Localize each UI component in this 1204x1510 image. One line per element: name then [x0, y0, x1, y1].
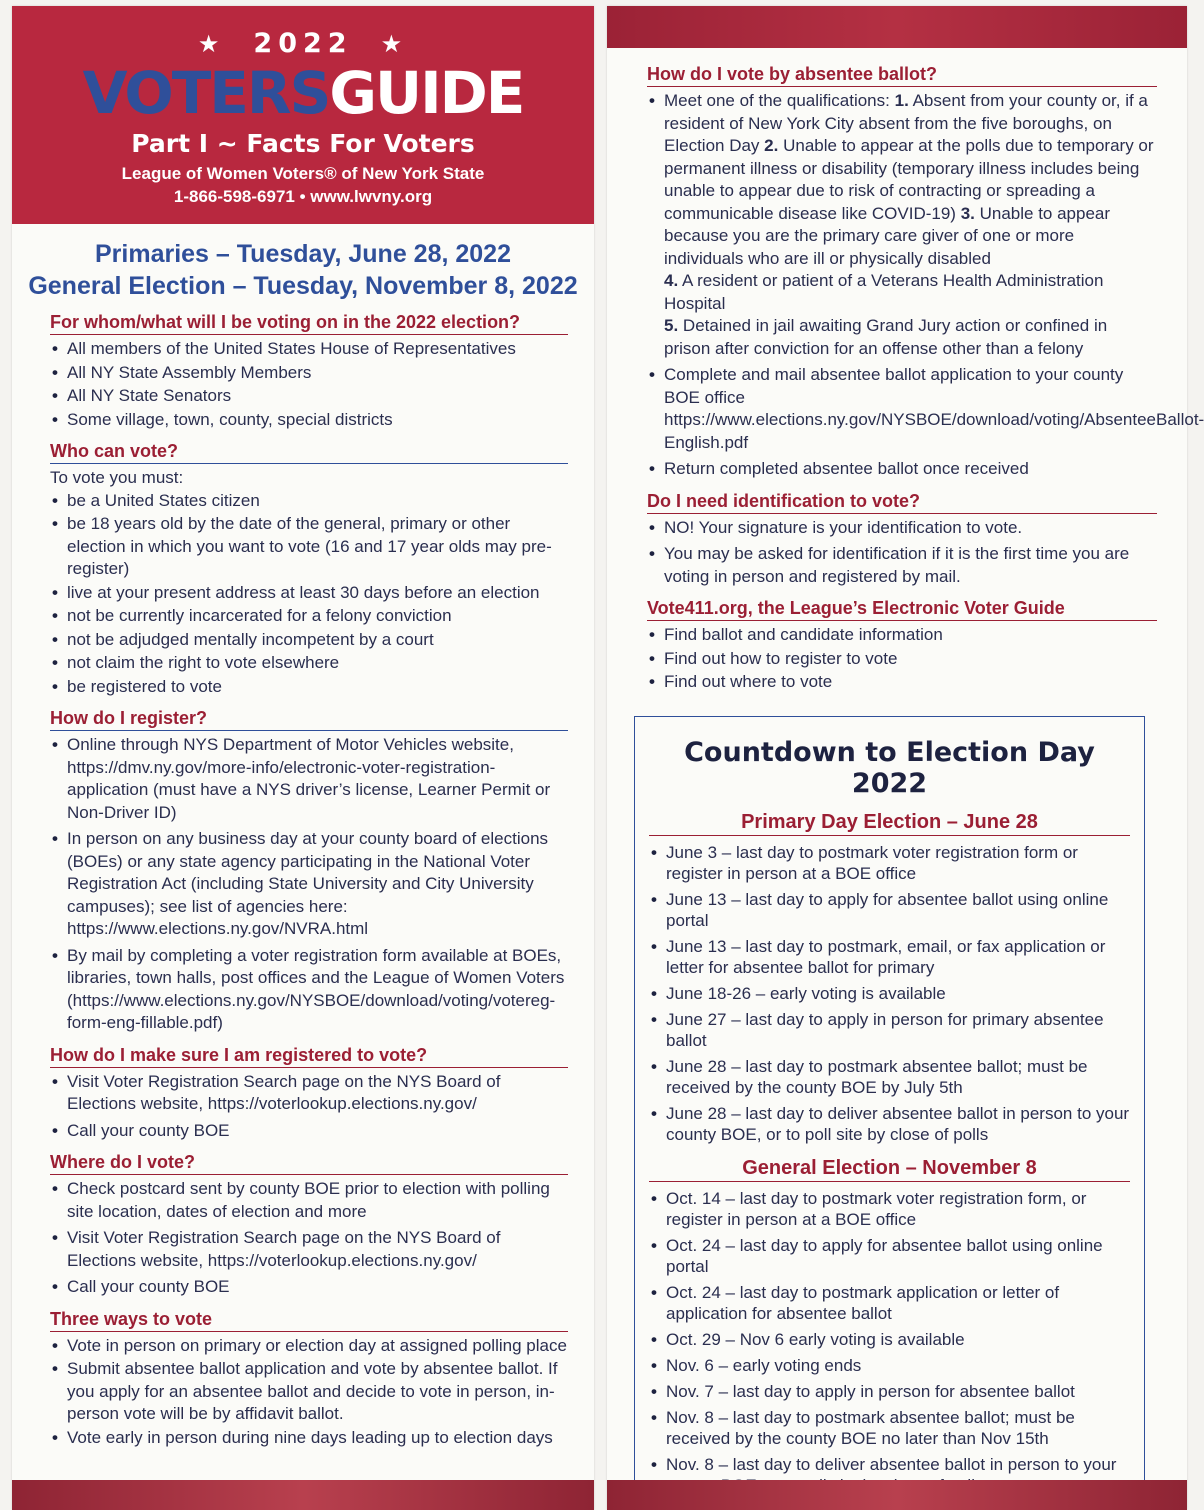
list-item: • June 3 – last day to postmark voter registration form or register in person at a BOE office	[649, 842, 1130, 884]
list-item: • Oct. 24 – last day to apply for absentee ballot using online portal	[649, 1235, 1130, 1277]
guide-front-panel	[12, 6, 594, 1510]
list-item: • June 28 – last day to deliver absentee ballot in person to your county BOE, or to poll site by close of polls	[649, 1103, 1130, 1145]
qualifications-lead: Meet one of the qualifications:	[664, 91, 890, 110]
list-item: • Visit Voter Registration Search page on the NYS Board of Elections website, https://voterlookup.elections.ny.gov/	[50, 1227, 568, 1272]
list-item: • Check postcard sent by county BOE prior to election with polling site location, dates of election and more	[50, 1178, 568, 1223]
header-banner	[12, 6, 594, 224]
list-item: • Oct. 14 – last day to postmark voter registration form, or register in person at a BOE office	[649, 1188, 1130, 1230]
qualification-text: Detained in jail awaiting Grand Jury action or confined in prison after conviction for an offense other than a felony	[664, 316, 1108, 358]
general-election-date: General Election – Tuesday, November 8, 2022	[28, 272, 578, 300]
list-item: • June 13 – last day to postmark, email, or fax application or letter for absentee ballot for primary	[649, 936, 1130, 978]
year: 2022	[253, 28, 353, 59]
qualification-number: 4.	[664, 271, 679, 290]
list-item: • be 18 years old by the date of the general, primary or other election in which you want to vote (16 and 17 year olds may pre-register)	[50, 513, 568, 581]
title-guide: GUIDE	[329, 59, 524, 127]
star-icon: ★	[197, 30, 226, 58]
list-item: • Oct. 29 – Nov 6 early voting is available	[649, 1329, 1130, 1350]
who-can-vote-intro: To vote you must:	[50, 468, 184, 487]
section-heading-whom: For whom/what will I be voting on in the 2022 election?	[50, 312, 568, 335]
section-heading-registered: How do I make sure I am registered to vote?	[50, 1045, 568, 1068]
qualification-text: Unable to appear at the polls due to temporary or permanent illness or disability (temporary illness includes being unable to appear due to risk of contracting or spreading a communicable disease like COVID-19)	[664, 136, 1154, 223]
primary-day-heading: Primary Day Election – June 28	[649, 811, 1130, 836]
list-item: • All NY State Assembly Members	[50, 362, 568, 385]
primaries-date: Primaries – Tuesday, June 28, 2022	[95, 240, 511, 268]
year-line	[12, 6, 594, 59]
list-item: • By mail by completing a voter registration form available at BOEs, libraries, town halls, post offices and the League of Women Voters (https://www.elections.ny.gov/NYSBOE/download/voting/votereg-form-eng-fillable.pdf)	[50, 945, 568, 1035]
footer-band	[12, 1480, 594, 1510]
three-ways-list	[50, 1335, 568, 1450]
qualification-number: 3.	[960, 203, 975, 223]
list-item: • In person on any business day at your county board of elections (BOEs) or any state agency participating in the National Voter Registration Act (including State University and City University campuses); see list of agencies here: https://www.elections.ny.gov/NVRA.html	[50, 828, 568, 941]
star-icon: ★	[380, 30, 409, 58]
section-heading-who-can-vote: Who can vote?	[50, 441, 568, 464]
list-item: • not be adjudged mentally incompetent by a court	[50, 629, 568, 652]
subtitle: Part I ~ Facts For Voters	[131, 129, 475, 158]
where-list	[50, 1178, 568, 1299]
list-item: • live at your present address at least 30 days before an election	[50, 582, 568, 605]
list-item: • June 18-26 – early voting is available	[649, 983, 1130, 1004]
top-band	[607, 6, 1187, 48]
whom-list	[50, 338, 568, 431]
qualification-text: Absent from your county or, if a resident of New York City absent from the five boroughs, on Election Day	[664, 91, 1148, 155]
list-item: • Find out how to register to vote	[647, 648, 1157, 671]
countdown-title: Countdown to Election Day 2022	[684, 736, 1095, 799]
list-item: • June 27 – last day to apply in person for primary absentee ballot	[649, 1009, 1130, 1051]
vote411-list	[647, 624, 1157, 694]
general-election-heading: General Election – November 8	[649, 1157, 1130, 1182]
list-item: • Submit absentee ballot application and vote by absentee ballot. If you apply for an absentee ballot and decide to vote in person, in-person vote will be by affidavit ballot.	[50, 1358, 568, 1426]
guide-title	[12, 59, 594, 127]
countdown-box	[634, 716, 1145, 1510]
list-item: • Find out where to vote	[647, 671, 1157, 694]
section-heading-identification: Do I need identification to vote?	[647, 491, 1157, 514]
identification-list	[647, 517, 1157, 589]
list-item: • Some village, town, county, special districts	[50, 409, 568, 432]
list-item: • Return completed absentee ballot once received	[647, 458, 1157, 481]
primary-deadlines-list	[649, 842, 1130, 1145]
guide-back-panel	[607, 6, 1204, 1510]
list-item: • All members of the United States House of Representatives	[50, 338, 568, 361]
qualifications-item	[647, 90, 1157, 360]
general-deadlines-list	[649, 1188, 1130, 1496]
qualification-text: Unable to appear because you are the primary care giver of one or more individuals who are ill or physically disabled	[664, 203, 1111, 268]
list-item: • be a United States citizen	[50, 490, 568, 513]
list-item: • NO! Your signature is your identification to vote.	[647, 517, 1157, 540]
election-dates	[12, 238, 594, 302]
qualification-number: 1.	[894, 91, 909, 110]
list-item: • All NY State Senators	[50, 385, 568, 408]
who-can-vote-list	[50, 490, 568, 699]
qualification-text: A resident or patient of a Veterans Health Administration Hospital	[664, 271, 1104, 313]
list-item: • Find ballot and candidate information	[647, 624, 1157, 647]
title-voters: VOTERS	[82, 59, 330, 127]
list-item: • not be currently incarcerated for a felony conviction	[50, 605, 568, 628]
qualification-number: 2.	[764, 136, 779, 155]
section-heading-where: Where do I vote?	[50, 1152, 568, 1175]
qualification-number: 5.	[664, 316, 679, 335]
list-item: • Vote in person on primary or election day at assigned polling place	[50, 1335, 568, 1358]
section-heading-absentee: How do I vote by absentee ballot?	[647, 64, 1157, 87]
list-item: • You may be asked for identification if it is the first time you are voting in person and registered by mail.	[647, 543, 1157, 588]
list-item: • Nov. 7 – last day to apply in person for absentee ballot	[649, 1381, 1130, 1402]
list-item: • Oct. 24 – last day to postmark application or letter of application for absentee ballot	[649, 1282, 1130, 1324]
register-list	[50, 734, 568, 1035]
section-heading-three-ways: Three ways to vote	[50, 1309, 568, 1332]
list-item: • Complete and mail absentee ballot application to your county BOE office https://www.elections.ny.gov/NYSBOE/download/voting/AbsenteeBallot-English.pdf	[647, 364, 1157, 454]
contact-info: 1-866-598-6971 • www.lwvny.org	[173, 187, 433, 206]
list-item: • Online through NYS Department of Motor Vehicles website, https://dmv.ny.gov/more-info/electronic-voter-registration-application (must have a NYS driver’s license, Learner Permit or Non-Driver ID)	[50, 734, 568, 824]
list-item: • Visit Voter Registration Search page on the NYS Board of Elections website, https://voterlookup.elections.ny.gov/	[50, 1071, 568, 1116]
registered-list	[50, 1071, 568, 1143]
footer-band	[607, 1480, 1187, 1510]
absentee-list	[647, 90, 1204, 481]
list-item: • Nov. 8 – last day to postmark absentee ballot; must be received by the county BOE no later than Nov 15th	[649, 1407, 1130, 1449]
list-item: • Call your county BOE	[50, 1120, 568, 1143]
organization: League of Women Voters® of New York State	[121, 164, 485, 183]
list-item: • Call your county BOE	[50, 1276, 568, 1299]
list-item: • be registered to vote	[50, 676, 568, 699]
section-heading-register: How do I register?	[50, 708, 568, 731]
list-item: • not claim the right to vote elsewhere	[50, 652, 568, 675]
list-item: • Nov. 8 – last day to deliver absentee ballot in person to your	[649, 1454, 1130, 1496]
list-item: • Vote early in person during nine days leading up to election days	[50, 1427, 568, 1450]
list-item: • Nov. 6 – early voting ends	[649, 1355, 1130, 1376]
list-item: • June 28 – last day to postmark absentee ballot; must be received by the county BOE by July 5th	[649, 1056, 1130, 1098]
list-item: • June 13 – last day to apply for absentee ballot using online portal	[649, 889, 1130, 931]
section-heading-vote411: Vote411.org, the League’s Electronic Voter Guide	[647, 598, 1157, 621]
